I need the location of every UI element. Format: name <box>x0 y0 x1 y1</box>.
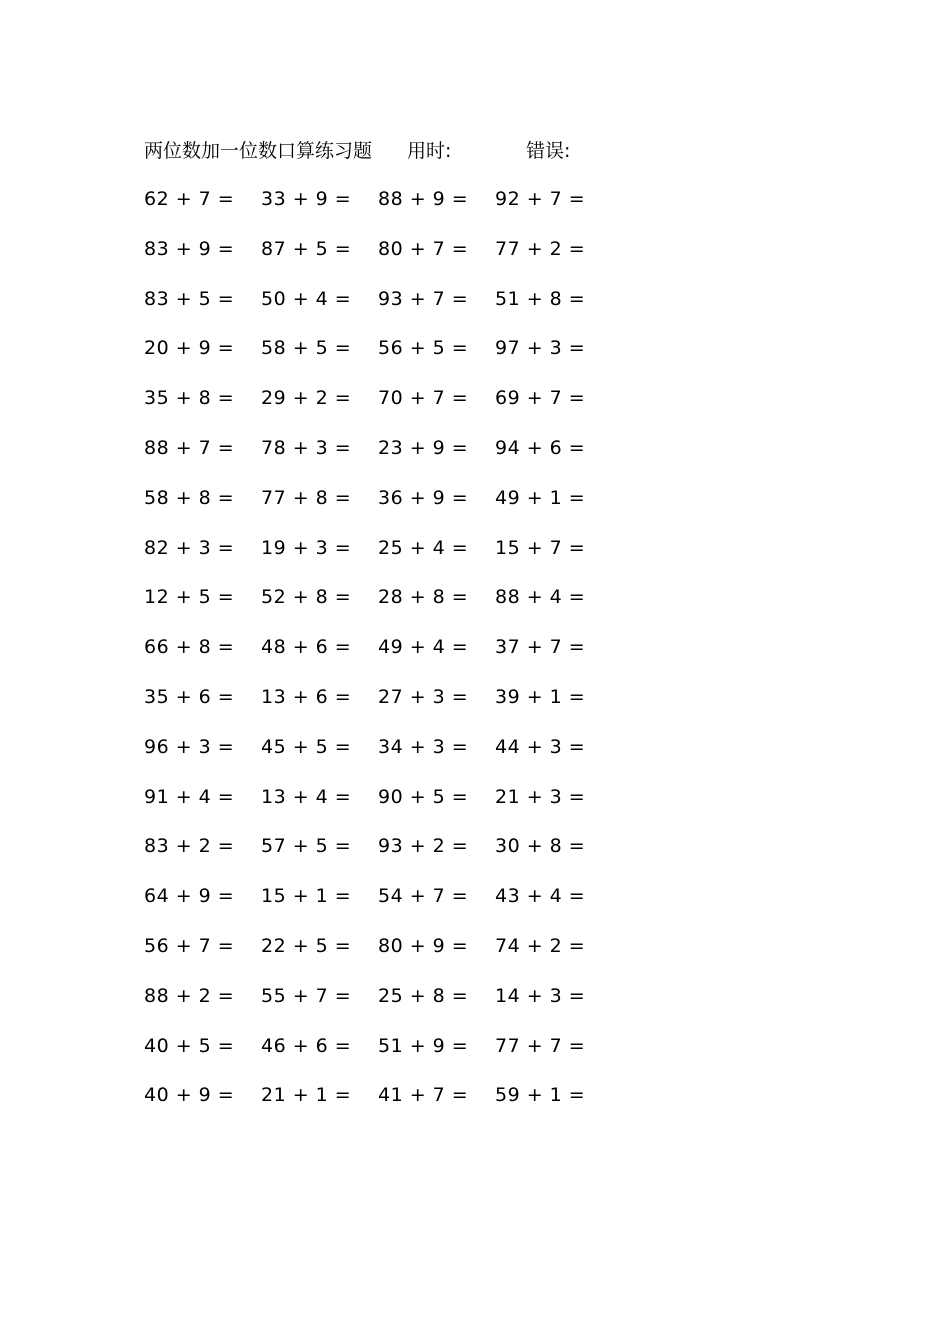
problem-cell: 83 + 5 = <box>144 287 235 310</box>
problem-row <box>144 784 624 834</box>
problem-row <box>144 584 624 634</box>
problem-row <box>144 286 624 336</box>
problem-cell: 93 + 2 = <box>378 835 469 858</box>
problem-cell: 74 + 2 = <box>495 934 586 957</box>
problem-cell: 36 + 9 = <box>378 486 469 509</box>
problem-cell: 80 + 7 = <box>378 237 469 260</box>
problem-cell: 40 + 9 = <box>144 1084 235 1107</box>
problem-cell: 35 + 6 = <box>144 685 235 708</box>
problem-cell: 22 + 5 = <box>261 934 352 957</box>
problem-row <box>144 933 624 983</box>
problem-cell: 93 + 7 = <box>378 287 469 310</box>
problem-cell: 70 + 7 = <box>378 387 469 410</box>
problem-cell: 20 + 9 = <box>144 337 235 360</box>
problem-cell: 56 + 5 = <box>378 337 469 360</box>
problem-cell: 92 + 7 = <box>495 188 586 210</box>
problem-cell: 64 + 9 = <box>144 885 235 908</box>
problem-cell: 12 + 5 = <box>144 586 235 609</box>
problem-cell: 43 + 4 = <box>495 885 586 908</box>
problem-cell: 40 + 5 = <box>144 1034 235 1057</box>
problem-cell: 51 + 9 = <box>378 1034 469 1057</box>
problem-row <box>144 535 624 585</box>
problem-cell: 56 + 7 = <box>144 934 235 957</box>
problem-cell: 45 + 5 = <box>261 735 352 758</box>
problem-cell: 49 + 1 = <box>495 486 586 509</box>
problem-cell: 13 + 4 = <box>261 785 352 808</box>
problem-cell: 83 + 2 = <box>144 835 235 858</box>
problem-cell: 54 + 7 = <box>378 885 469 908</box>
problem-cell: 23 + 9 = <box>378 436 469 459</box>
problem-cell: 15 + 7 = <box>495 536 586 559</box>
problem-cell: 90 + 5 = <box>378 785 469 808</box>
problem-cell: 35 + 8 = <box>144 387 235 410</box>
problem-cell: 58 + 8 = <box>144 486 235 509</box>
problem-cell: 33 + 9 = <box>261 188 352 210</box>
problem-cell: 29 + 2 = <box>261 387 352 410</box>
problem-cell: 25 + 4 = <box>378 536 469 559</box>
problem-cell: 34 + 3 = <box>378 735 469 758</box>
problem-row <box>144 435 624 485</box>
problem-row <box>144 833 624 883</box>
worksheet-title: 两位数加一位数口算练习题 <box>144 140 373 162</box>
problem-cell: 59 + 1 = <box>495 1084 586 1107</box>
problem-cell: 69 + 7 = <box>495 387 586 410</box>
problem-cell: 55 + 7 = <box>261 984 352 1007</box>
problem-cell: 19 + 3 = <box>261 536 352 559</box>
problem-row <box>144 1082 624 1132</box>
problem-cell: 28 + 8 = <box>378 586 469 609</box>
problem-row <box>144 734 624 784</box>
problem-cell: 88 + 4 = <box>495 586 586 609</box>
problem-grid <box>144 186 624 1132</box>
worksheet-header <box>144 138 604 164</box>
problem-cell: 88 + 2 = <box>144 984 235 1007</box>
problem-cell: 46 + 6 = <box>261 1034 352 1057</box>
problem-cell: 97 + 3 = <box>495 337 586 360</box>
problem-row <box>144 634 624 684</box>
problem-cell: 37 + 7 = <box>495 636 586 659</box>
problem-cell: 94 + 6 = <box>495 436 586 459</box>
problem-row <box>144 983 624 1033</box>
problem-cell: 83 + 9 = <box>144 237 235 260</box>
problem-cell: 21 + 1 = <box>261 1084 352 1107</box>
problem-row <box>144 385 624 435</box>
problem-cell: 77 + 8 = <box>261 486 352 509</box>
time-used-label: 用时: <box>407 140 452 162</box>
problem-cell: 96 + 3 = <box>144 735 235 758</box>
errors-label: 错误: <box>526 140 571 162</box>
problem-row <box>144 236 624 286</box>
problem-cell: 27 + 3 = <box>378 685 469 708</box>
problem-cell: 50 + 4 = <box>261 287 352 310</box>
problem-row <box>144 684 624 734</box>
problem-cell: 25 + 8 = <box>378 984 469 1007</box>
problem-cell: 30 + 8 = <box>495 835 586 858</box>
problem-cell: 39 + 1 = <box>495 685 586 708</box>
problem-cell: 21 + 3 = <box>495 785 586 808</box>
problem-cell: 77 + 7 = <box>495 1034 586 1057</box>
problem-cell: 13 + 6 = <box>261 685 352 708</box>
problem-cell: 62 + 7 = <box>144 188 235 210</box>
problem-row <box>144 883 624 933</box>
problem-cell: 15 + 1 = <box>261 885 352 908</box>
problem-cell: 57 + 5 = <box>261 835 352 858</box>
problem-cell: 44 + 3 = <box>495 735 586 758</box>
problem-cell: 14 + 3 = <box>495 984 586 1007</box>
problem-row <box>144 485 624 535</box>
problem-cell: 48 + 6 = <box>261 636 352 659</box>
problem-cell: 78 + 3 = <box>261 436 352 459</box>
problem-cell: 51 + 8 = <box>495 287 586 310</box>
problem-cell: 58 + 5 = <box>261 337 352 360</box>
problem-cell: 66 + 8 = <box>144 636 235 659</box>
problem-cell: 91 + 4 = <box>144 785 235 808</box>
problem-cell: 82 + 3 = <box>144 536 235 559</box>
problem-cell: 77 + 2 = <box>495 237 586 260</box>
problem-row <box>144 186 624 236</box>
problem-row <box>144 1033 624 1083</box>
problem-cell: 49 + 4 = <box>378 636 469 659</box>
problem-cell: 88 + 7 = <box>144 436 235 459</box>
problem-cell: 87 + 5 = <box>261 237 352 260</box>
problem-cell: 52 + 8 = <box>261 586 352 609</box>
problem-cell: 41 + 7 = <box>378 1084 469 1107</box>
problem-row <box>144 335 624 385</box>
problem-cell: 88 + 9 = <box>378 188 469 210</box>
problem-cell: 80 + 9 = <box>378 934 469 957</box>
